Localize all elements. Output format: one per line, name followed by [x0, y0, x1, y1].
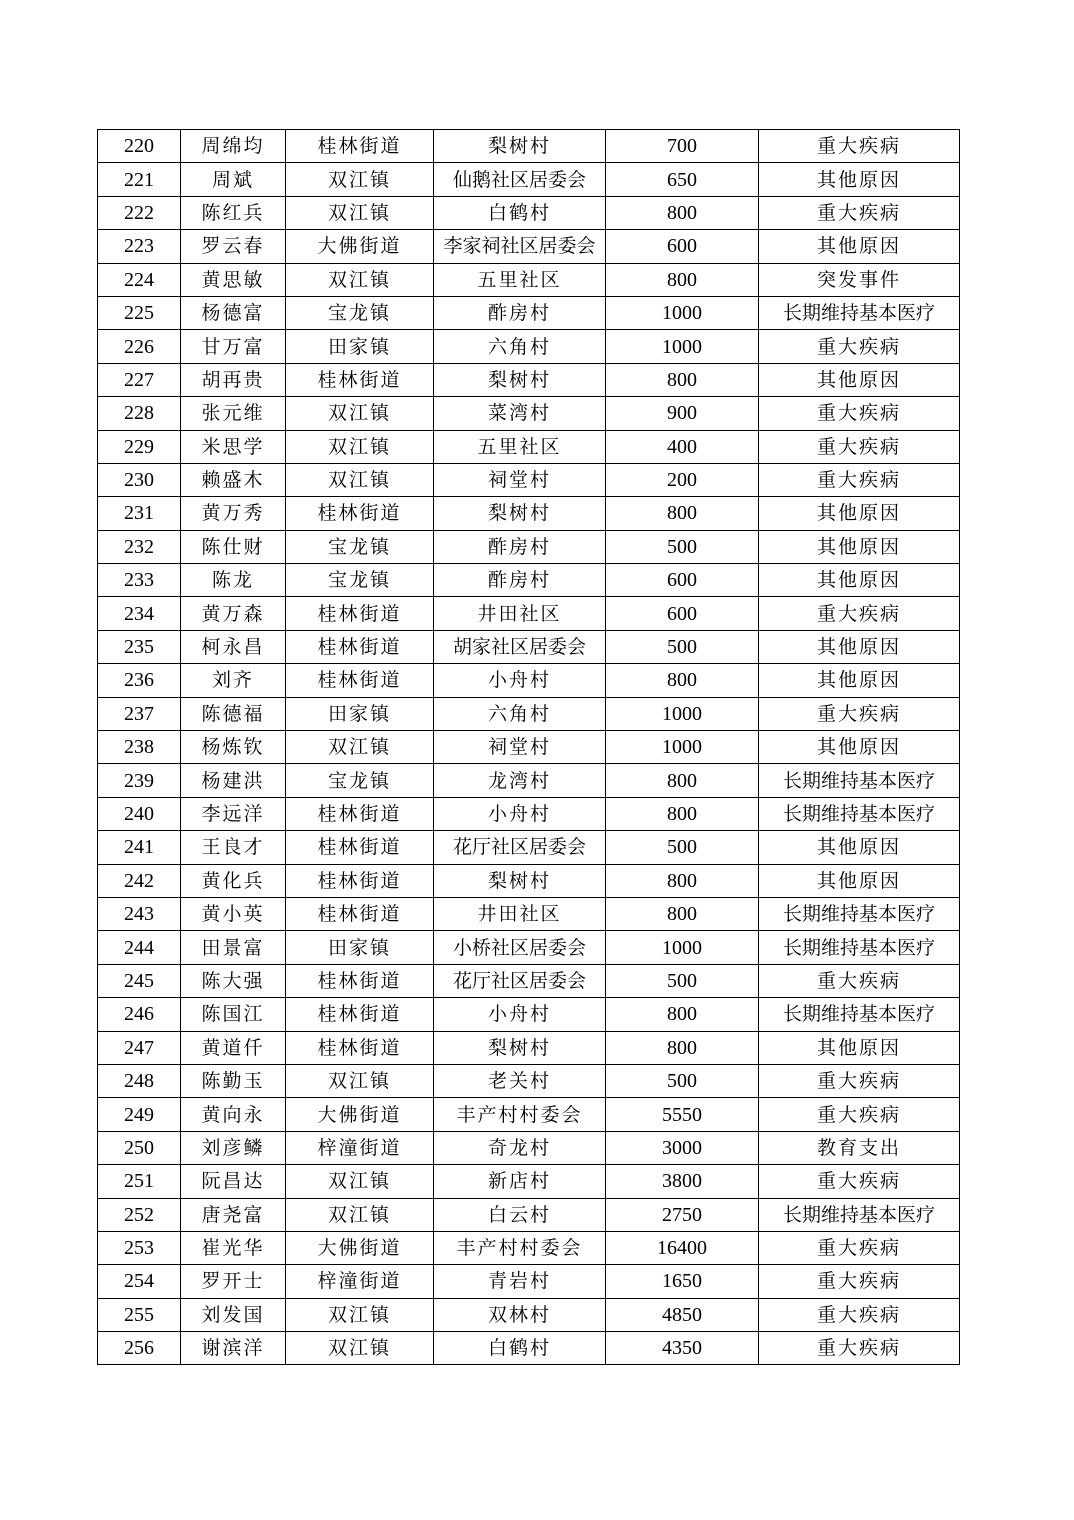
name-cell: 刘齐: [181, 664, 286, 697]
name-cell: 黄万秀: [181, 497, 286, 530]
reason-cell: 重大疾病: [759, 1265, 960, 1298]
town-cell: 田家镇: [286, 931, 434, 964]
town-cell: 桂林街道: [286, 964, 434, 997]
village-cell: 六角村: [434, 330, 606, 363]
name-cell: 陈仕财: [181, 530, 286, 563]
amount-cell: 800: [606, 998, 759, 1031]
amount-cell: 500: [606, 964, 759, 997]
reason-cell: 其他原因: [759, 564, 960, 597]
name-cell: 杨炼钦: [181, 731, 286, 764]
village-cell: 丰产村村委会: [434, 1098, 606, 1131]
town-cell: 双江镇: [286, 1165, 434, 1198]
town-cell: 宝龙镇: [286, 764, 434, 797]
table-row: [98, 397, 960, 430]
name-cell: 杨德富: [181, 296, 286, 329]
town-cell: 桂林街道: [286, 831, 434, 864]
table-row: [98, 363, 960, 396]
amount-cell: 1000: [606, 330, 759, 363]
name-cell: 周绵均: [181, 130, 286, 163]
village-cell: 梨树村: [434, 130, 606, 163]
reason-cell: 长期维持基本医疗: [759, 998, 960, 1031]
amount-cell: 800: [606, 196, 759, 229]
town-cell: 桂林街道: [286, 1031, 434, 1064]
amount-cell: 1000: [606, 296, 759, 329]
table-row: [98, 1165, 960, 1198]
town-cell: 桂林街道: [286, 597, 434, 630]
table-row: [98, 597, 960, 630]
name-cell: 胡再贵: [181, 363, 286, 396]
town-cell: 桂林街道: [286, 363, 434, 396]
town-cell: 桂林街道: [286, 130, 434, 163]
name-cell: 罗云春: [181, 230, 286, 263]
reason-cell: 重大疾病: [759, 1098, 960, 1131]
row-number-cell: 231: [98, 497, 181, 530]
row-number-cell: 232: [98, 530, 181, 563]
village-cell: 梨树村: [434, 1031, 606, 1064]
row-number-cell: 226: [98, 330, 181, 363]
name-cell: 柯永昌: [181, 630, 286, 663]
town-cell: 双江镇: [286, 196, 434, 229]
table-row: [98, 196, 960, 229]
table-row: [98, 664, 960, 697]
table-row: [98, 931, 960, 964]
name-cell: 陈德福: [181, 697, 286, 730]
village-cell: 青岩村: [434, 1265, 606, 1298]
table-row: [98, 230, 960, 263]
amount-cell: 800: [606, 664, 759, 697]
row-number-cell: 242: [98, 864, 181, 897]
amount-cell: 800: [606, 797, 759, 830]
table-row: [98, 1231, 960, 1264]
village-cell: 小舟村: [434, 797, 606, 830]
table-row: [98, 864, 960, 897]
name-cell: 黄小英: [181, 897, 286, 930]
table-row: [98, 497, 960, 530]
reason-cell: 其他原因: [759, 530, 960, 563]
name-cell: 周斌: [181, 163, 286, 196]
reason-cell: 重大疾病: [759, 330, 960, 363]
reason-cell: 长期维持基本医疗: [759, 897, 960, 930]
amount-cell: 1000: [606, 697, 759, 730]
name-cell: 田景富: [181, 931, 286, 964]
amount-cell: 500: [606, 831, 759, 864]
town-cell: 桂林街道: [286, 664, 434, 697]
reason-cell: 其他原因: [759, 731, 960, 764]
reason-cell: 长期维持基本医疗: [759, 931, 960, 964]
village-cell: 白鹤村: [434, 196, 606, 229]
amount-cell: 2750: [606, 1198, 759, 1231]
town-cell: 双江镇: [286, 397, 434, 430]
row-number-cell: 243: [98, 897, 181, 930]
reason-cell: 长期维持基本医疗: [759, 296, 960, 329]
name-cell: 陈大强: [181, 964, 286, 997]
table-row: [98, 964, 960, 997]
village-cell: 梨树村: [434, 497, 606, 530]
row-number-cell: 221: [98, 163, 181, 196]
name-cell: 黄向永: [181, 1098, 286, 1131]
name-cell: 陈红兵: [181, 196, 286, 229]
row-number-cell: 240: [98, 797, 181, 830]
table-row: [98, 697, 960, 730]
table-row: [98, 530, 960, 563]
name-cell: 黄化兵: [181, 864, 286, 897]
town-cell: 桂林街道: [286, 864, 434, 897]
amount-cell: 800: [606, 897, 759, 930]
name-cell: 唐尧富: [181, 1198, 286, 1231]
amount-cell: 3000: [606, 1131, 759, 1164]
amount-cell: 650: [606, 163, 759, 196]
reason-cell: 重大疾病: [759, 1165, 960, 1198]
reason-cell: 其他原因: [759, 664, 960, 697]
row-number-cell: 229: [98, 430, 181, 463]
village-cell: 井田社区: [434, 597, 606, 630]
town-cell: 宝龙镇: [286, 530, 434, 563]
town-cell: 双江镇: [286, 731, 434, 764]
row-number-cell: 235: [98, 630, 181, 663]
village-cell: 五里社区: [434, 263, 606, 296]
amount-cell: 600: [606, 230, 759, 263]
village-cell: 菜湾村: [434, 397, 606, 430]
town-cell: 梓潼街道: [286, 1265, 434, 1298]
amount-cell: 500: [606, 530, 759, 563]
name-cell: 黄思敏: [181, 263, 286, 296]
row-number-cell: 227: [98, 363, 181, 396]
row-number-cell: 237: [98, 697, 181, 730]
town-cell: 双江镇: [286, 263, 434, 296]
table-row: [98, 1131, 960, 1164]
village-cell: 新店村: [434, 1165, 606, 1198]
table-row: [98, 130, 960, 163]
name-cell: 崔光华: [181, 1231, 286, 1264]
reason-cell: 突发事件: [759, 263, 960, 296]
table-row: [98, 998, 960, 1031]
amount-cell: 900: [606, 397, 759, 430]
village-cell: 白鹤村: [434, 1332, 606, 1365]
village-cell: 祠堂村: [434, 731, 606, 764]
amount-cell: 5550: [606, 1098, 759, 1131]
reason-cell: 重大疾病: [759, 597, 960, 630]
reason-cell: 重大疾病: [759, 130, 960, 163]
table-row: [98, 797, 960, 830]
reason-cell: 其他原因: [759, 497, 960, 530]
name-cell: 赖盛木: [181, 463, 286, 496]
table-row: [98, 296, 960, 329]
reason-cell: 重大疾病: [759, 196, 960, 229]
amount-cell: 700: [606, 130, 759, 163]
amount-cell: 600: [606, 597, 759, 630]
row-number-cell: 244: [98, 931, 181, 964]
row-number-cell: 253: [98, 1231, 181, 1264]
town-cell: 双江镇: [286, 463, 434, 496]
table-row: [98, 330, 960, 363]
amount-cell: 400: [606, 430, 759, 463]
village-cell: 白云村: [434, 1198, 606, 1231]
table-row: [98, 897, 960, 930]
row-number-cell: 252: [98, 1198, 181, 1231]
name-cell: 陈国江: [181, 998, 286, 1031]
village-cell: 丰产村村委会: [434, 1231, 606, 1264]
table-row: [98, 831, 960, 864]
table-row: [98, 731, 960, 764]
town-cell: 双江镇: [286, 430, 434, 463]
amount-cell: 200: [606, 463, 759, 496]
amount-cell: 800: [606, 1031, 759, 1064]
amount-cell: 500: [606, 1064, 759, 1097]
town-cell: 宝龙镇: [286, 564, 434, 597]
amount-cell: 800: [606, 363, 759, 396]
row-number-cell: 224: [98, 263, 181, 296]
row-number-cell: 255: [98, 1298, 181, 1331]
name-cell: 刘发国: [181, 1298, 286, 1331]
row-number-cell: 236: [98, 664, 181, 697]
village-cell: 仙鹅社区居委会: [434, 163, 606, 196]
name-cell: 黄万森: [181, 597, 286, 630]
name-cell: 李远洋: [181, 797, 286, 830]
reason-cell: 其他原因: [759, 230, 960, 263]
village-cell: 六角村: [434, 697, 606, 730]
table-row: [98, 1098, 960, 1131]
village-cell: 龙湾村: [434, 764, 606, 797]
table-row: [98, 430, 960, 463]
reason-cell: 其他原因: [759, 363, 960, 396]
row-number-cell: 234: [98, 597, 181, 630]
town-cell: 桂林街道: [286, 998, 434, 1031]
name-cell: 王良才: [181, 831, 286, 864]
village-cell: 梨树村: [434, 363, 606, 396]
name-cell: 谢滨洋: [181, 1332, 286, 1365]
reason-cell: 长期维持基本医疗: [759, 1198, 960, 1231]
town-cell: 田家镇: [286, 330, 434, 363]
amount-cell: 1000: [606, 931, 759, 964]
amount-cell: 3800: [606, 1165, 759, 1198]
name-cell: 杨建洪: [181, 764, 286, 797]
town-cell: 双江镇: [286, 1298, 434, 1331]
row-number-cell: 249: [98, 1098, 181, 1131]
table-row: [98, 163, 960, 196]
amount-cell: 800: [606, 864, 759, 897]
town-cell: 田家镇: [286, 697, 434, 730]
village-cell: 小舟村: [434, 664, 606, 697]
table-row: [98, 1265, 960, 1298]
reason-cell: 重大疾病: [759, 397, 960, 430]
village-cell: 李家祠社区居委会: [434, 230, 606, 263]
row-number-cell: 251: [98, 1165, 181, 1198]
table-row: [98, 764, 960, 797]
table-body: [98, 130, 960, 1365]
village-cell: 祠堂村: [434, 463, 606, 496]
amount-cell: 1650: [606, 1265, 759, 1298]
village-cell: 酢房村: [434, 296, 606, 329]
row-number-cell: 246: [98, 998, 181, 1031]
reason-cell: 重大疾病: [759, 1298, 960, 1331]
town-cell: 双江镇: [286, 163, 434, 196]
name-cell: 陈龙: [181, 564, 286, 597]
table-row: [98, 1198, 960, 1231]
table-row: [98, 263, 960, 296]
town-cell: 大佛街道: [286, 1098, 434, 1131]
reason-cell: 其他原因: [759, 163, 960, 196]
row-number-cell: 239: [98, 764, 181, 797]
village-cell: 酢房村: [434, 564, 606, 597]
town-cell: 双江镇: [286, 1064, 434, 1097]
reason-cell: 其他原因: [759, 831, 960, 864]
table-row: [98, 1031, 960, 1064]
village-cell: 双林村: [434, 1298, 606, 1331]
reason-cell: 重大疾病: [759, 1064, 960, 1097]
table-row: [98, 1332, 960, 1365]
town-cell: 梓潼街道: [286, 1131, 434, 1164]
village-cell: 梨树村: [434, 864, 606, 897]
table-row: [98, 1298, 960, 1331]
reason-cell: 长期维持基本医疗: [759, 764, 960, 797]
name-cell: 罗开士: [181, 1265, 286, 1298]
amount-cell: 1000: [606, 731, 759, 764]
row-number-cell: 228: [98, 397, 181, 430]
village-cell: 奇龙村: [434, 1131, 606, 1164]
table-row: [98, 463, 960, 496]
amount-cell: 800: [606, 263, 759, 296]
row-number-cell: 223: [98, 230, 181, 263]
village-cell: 五里社区: [434, 430, 606, 463]
row-number-cell: 241: [98, 831, 181, 864]
reason-cell: 重大疾病: [759, 964, 960, 997]
row-number-cell: 250: [98, 1131, 181, 1164]
relief-recipients-table: [97, 129, 960, 1365]
village-cell: 老关村: [434, 1064, 606, 1097]
row-number-cell: 245: [98, 964, 181, 997]
village-cell: 花厅社区居委会: [434, 831, 606, 864]
row-number-cell: 248: [98, 1064, 181, 1097]
town-cell: 桂林街道: [286, 497, 434, 530]
row-number-cell: 256: [98, 1332, 181, 1365]
town-cell: 大佛街道: [286, 230, 434, 263]
town-cell: 双江镇: [286, 1198, 434, 1231]
name-cell: 刘彦鳞: [181, 1131, 286, 1164]
amount-cell: 4350: [606, 1332, 759, 1365]
village-cell: 小舟村: [434, 998, 606, 1031]
reason-cell: 重大疾病: [759, 430, 960, 463]
amount-cell: 16400: [606, 1231, 759, 1264]
name-cell: 阮昌达: [181, 1165, 286, 1198]
village-cell: 小桥社区居委会: [434, 931, 606, 964]
row-number-cell: 230: [98, 463, 181, 496]
amount-cell: 800: [606, 764, 759, 797]
town-cell: 双江镇: [286, 1332, 434, 1365]
row-number-cell: 220: [98, 130, 181, 163]
town-cell: 桂林街道: [286, 897, 434, 930]
village-cell: 酢房村: [434, 530, 606, 563]
town-cell: 桂林街道: [286, 630, 434, 663]
amount-cell: 600: [606, 564, 759, 597]
town-cell: 宝龙镇: [286, 296, 434, 329]
row-number-cell: 225: [98, 296, 181, 329]
reason-cell: 重大疾病: [759, 1332, 960, 1365]
reason-cell: 重大疾病: [759, 697, 960, 730]
reason-cell: 长期维持基本医疗: [759, 797, 960, 830]
town-cell: 桂林街道: [286, 797, 434, 830]
amount-cell: 800: [606, 497, 759, 530]
village-cell: 胡家社区居委会: [434, 630, 606, 663]
reason-cell: 重大疾病: [759, 1231, 960, 1264]
village-cell: 井田社区: [434, 897, 606, 930]
name-cell: 陈勤玉: [181, 1064, 286, 1097]
village-cell: 花厅社区居委会: [434, 964, 606, 997]
name-cell: 张元维: [181, 397, 286, 430]
reason-cell: 其他原因: [759, 1031, 960, 1064]
table-row: [98, 630, 960, 663]
table-row: [98, 564, 960, 597]
row-number-cell: 238: [98, 731, 181, 764]
town-cell: 大佛街道: [286, 1231, 434, 1264]
row-number-cell: 254: [98, 1265, 181, 1298]
amount-cell: 500: [606, 630, 759, 663]
name-cell: 米思学: [181, 430, 286, 463]
amount-cell: 4850: [606, 1298, 759, 1331]
row-number-cell: 247: [98, 1031, 181, 1064]
row-number-cell: 222: [98, 196, 181, 229]
reason-cell: 重大疾病: [759, 463, 960, 496]
row-number-cell: 233: [98, 564, 181, 597]
reason-cell: 教育支出: [759, 1131, 960, 1164]
table-row: [98, 1064, 960, 1097]
reason-cell: 其他原因: [759, 630, 960, 663]
reason-cell: 其他原因: [759, 864, 960, 897]
name-cell: 黄道仟: [181, 1031, 286, 1064]
name-cell: 甘万富: [181, 330, 286, 363]
